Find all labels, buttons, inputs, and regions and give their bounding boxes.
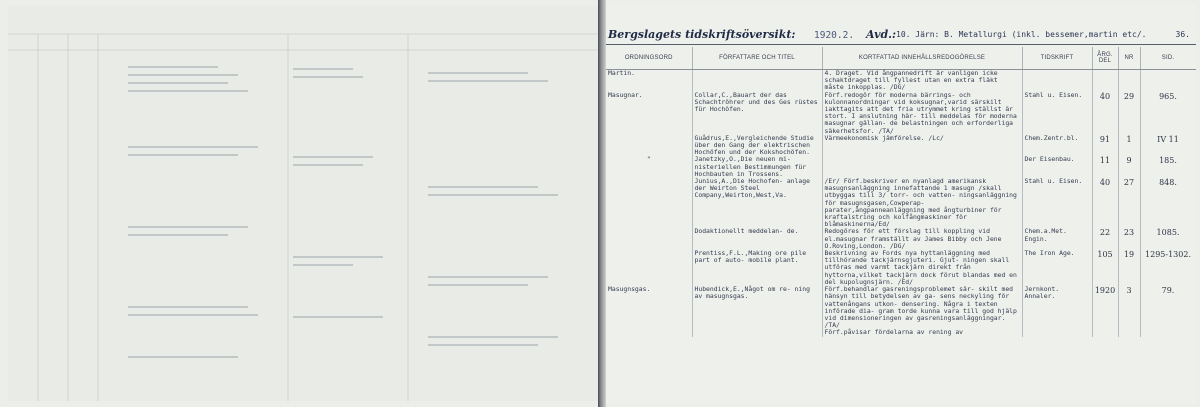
cell-ordningsord bbox=[606, 178, 692, 228]
col-tidskrift: TIDSKRIFT bbox=[1022, 47, 1092, 70]
cell-tidskrift: Chem.a.Met. Engin. bbox=[1022, 228, 1092, 250]
cell-forfattare bbox=[692, 70, 822, 92]
cell-sid: 1295-1302. bbox=[1140, 250, 1196, 286]
cell-nr bbox=[1118, 70, 1140, 92]
cell-arg: 40 bbox=[1092, 178, 1118, 228]
cell-forfattare: Collar,C.,Bauart der das Schachtröhrer und des Ges rüstes für Hochöfen. bbox=[692, 92, 822, 135]
cell-innehall: Värmeekonomisk jämförelse. /Lc/ bbox=[822, 135, 1022, 157]
table-row bbox=[606, 178, 1196, 228]
cell-ordningsord: " bbox=[606, 156, 692, 178]
faded-left-page-writing bbox=[8, 6, 600, 401]
cell-tidskrift bbox=[1022, 70, 1092, 92]
cell-arg bbox=[1092, 329, 1118, 336]
cell-innehall: Förf.redogör för moderna bärrings- och kulonnanordningar vid koksugnar,varid särskilt iakttagits att det fria utrymmet kring ställst är stort. I anslutning här- till meddelas för moderna masugnar gällan- de belastningen och erforderliga säkerhetsfor. /TA/ bbox=[822, 92, 1022, 135]
col-nr: NR bbox=[1118, 47, 1140, 70]
page-number: 36. bbox=[1175, 30, 1190, 39]
cell-tidskrift: Chem.Zentr.bl. bbox=[1022, 135, 1092, 157]
cell-innehall: Beskrivning av Fords nya hyttanläggning med tillhörande tackjärnsgjuteri. Gjut- ningen skall utföras med varmt tackjärn direkt från hyttorna,vilket tackjärn dock förut blandas med en del kupolugnsjärn. /Ed/ bbox=[822, 250, 1022, 286]
cell-arg: 11 bbox=[1092, 156, 1118, 178]
table-row bbox=[606, 329, 1196, 336]
cell-ordningsord: Martin. bbox=[606, 70, 692, 92]
cell-nr: 9 bbox=[1118, 156, 1140, 178]
cell-nr: 27 bbox=[1118, 178, 1140, 228]
cell-innehall: Redogöres för ett förslag till koppling vid el.masugnar framställt av James Bibby och Jene O.Roving,London. /DG/ bbox=[822, 228, 1022, 250]
cell-arg: 1920 bbox=[1092, 286, 1118, 329]
column-header-row bbox=[606, 47, 1196, 70]
register-table bbox=[606, 47, 1196, 337]
cell-forfattare: Junius,A.,Die Hochofen- anlage der Weirton Steel Company,Weirton,West,Va. bbox=[692, 178, 822, 228]
col-sid: SID. bbox=[1140, 47, 1196, 70]
table-row bbox=[606, 228, 1196, 250]
cell-ordningsord: Masugnsgas. bbox=[606, 286, 692, 329]
right-page bbox=[606, 4, 1196, 403]
cell-ordningsord: Masugnar. bbox=[606, 92, 692, 135]
cell-ordningsord bbox=[606, 228, 692, 250]
cell-sid bbox=[1140, 70, 1196, 92]
table-row bbox=[606, 250, 1196, 286]
cell-forfattare: Hubendick,E.,Något om re- ning av masugnsgas. bbox=[692, 286, 822, 329]
cell-innehall bbox=[822, 156, 1022, 178]
book-gutter bbox=[598, 0, 606, 407]
header-date: 1920.2. bbox=[814, 30, 855, 41]
cell-ordningsord bbox=[606, 135, 692, 157]
cell-sid: 185. bbox=[1140, 156, 1196, 178]
table-row bbox=[606, 286, 1196, 329]
table-row bbox=[606, 156, 1196, 178]
cell-arg: 40 bbox=[1092, 92, 1118, 135]
cell-forfattare: Dodaktionellt meddelan- de. bbox=[692, 228, 822, 250]
left-page-faded bbox=[8, 6, 602, 401]
header-rule bbox=[606, 44, 1196, 45]
cell-arg bbox=[1092, 70, 1118, 92]
cell-nr: 19 bbox=[1118, 250, 1140, 286]
cell-sid: 79. bbox=[1140, 286, 1196, 329]
cell-tidskrift: Stahl u. Eisen. bbox=[1022, 92, 1092, 135]
cell-nr: 1 bbox=[1118, 135, 1140, 157]
col-innehall: KORTFATTAD INNEHÅLLSREDOGÖRELSE bbox=[822, 47, 1022, 70]
table-row bbox=[606, 92, 1196, 135]
cell-innehall: Förf.påvisar fördelarna av rening av bbox=[822, 329, 1022, 336]
page-header bbox=[606, 24, 1196, 46]
table-row bbox=[606, 70, 1196, 92]
col-arg: ÅRG. DEL bbox=[1092, 47, 1118, 70]
cell-forfattare bbox=[692, 329, 822, 336]
table-row bbox=[606, 135, 1196, 157]
cell-nr bbox=[1118, 329, 1140, 336]
cell-sid: 848. bbox=[1140, 178, 1196, 228]
cell-sid: 965. bbox=[1140, 92, 1196, 135]
cell-tidskrift: Der Eisenbau. bbox=[1022, 156, 1092, 178]
cell-innehall: /Er/ Förf.beskriver en nyanlagd amerikansk masugnsanläggning innefattande 1 masugn /skall utbyggas till 3/ torr- och vatten- ningsanläggning för masugnsgasen,Cowperap- parater,ångpanneanläggning med ångturbiner för kraftalstring och kolfångmaskiner för blåmaskinerna/Ed/ bbox=[822, 178, 1022, 228]
cell-arg: 22 bbox=[1092, 228, 1118, 250]
cell-tidskrift: Stahl u. Eisen. bbox=[1022, 178, 1092, 228]
cell-nr: 29 bbox=[1118, 92, 1140, 135]
cell-forfattare: Guådrus,E.,Vergleichende Studie über den Gang der elektrischen Hochöfen und der Kokshochöfen. bbox=[692, 135, 822, 157]
header-avd-label: Avd.: bbox=[866, 28, 897, 41]
header-title: Bergslagets tidskriftsöversikt: bbox=[608, 28, 796, 41]
cell-innehall: 4. Draget. Vid ångpannedrift är vanligen icke schaktdraget till fyllest utan en extra fläkt måste inkopplas. /DG/ bbox=[822, 70, 1022, 92]
cell-sid: 1085. bbox=[1140, 228, 1196, 250]
cell-arg: 91 bbox=[1092, 135, 1118, 157]
cell-arg: 105 bbox=[1092, 250, 1118, 286]
cell-ordningsord bbox=[606, 329, 692, 336]
cell-nr: 3 bbox=[1118, 286, 1140, 329]
cell-tidskrift: The Iron Age. bbox=[1022, 250, 1092, 286]
col-forfattare: FÖRFATTARE OCH TITEL bbox=[692, 47, 822, 70]
cell-forfattare: Janetzky,O.,Die neuen mi- nisteriellen Bestimmungen für Hochbauten in Trossens. bbox=[692, 156, 822, 178]
cell-sid: IV 11 bbox=[1140, 135, 1196, 157]
cell-nr: 23 bbox=[1118, 228, 1140, 250]
cell-innehall: Förf.behandlar gasreningsproblemet sär- skilt med hänsyn till betydelsen av ga- sens neckyling för vattenångans utkon- densering. Några i texten införade dia- gram torde kunna vara till god hjälp vid dimensioneringen av gasreningsanläggningar. /TA/ bbox=[822, 286, 1022, 329]
cell-ordningsord bbox=[606, 250, 692, 286]
cell-tidskrift: Jernkont. Annaler. bbox=[1022, 286, 1092, 329]
header-subject: 10. Järn: B. Metallurgi (inkl. bessemer,martin etc/. bbox=[896, 30, 1147, 39]
cell-sid bbox=[1140, 329, 1196, 336]
cell-forfattare: Prentiss,F.L.,Making ore pile part of auto- mobile plant. bbox=[692, 250, 822, 286]
col-ordningsord: ORDNINGSORD bbox=[606, 47, 692, 70]
cell-tidskrift bbox=[1022, 329, 1092, 336]
